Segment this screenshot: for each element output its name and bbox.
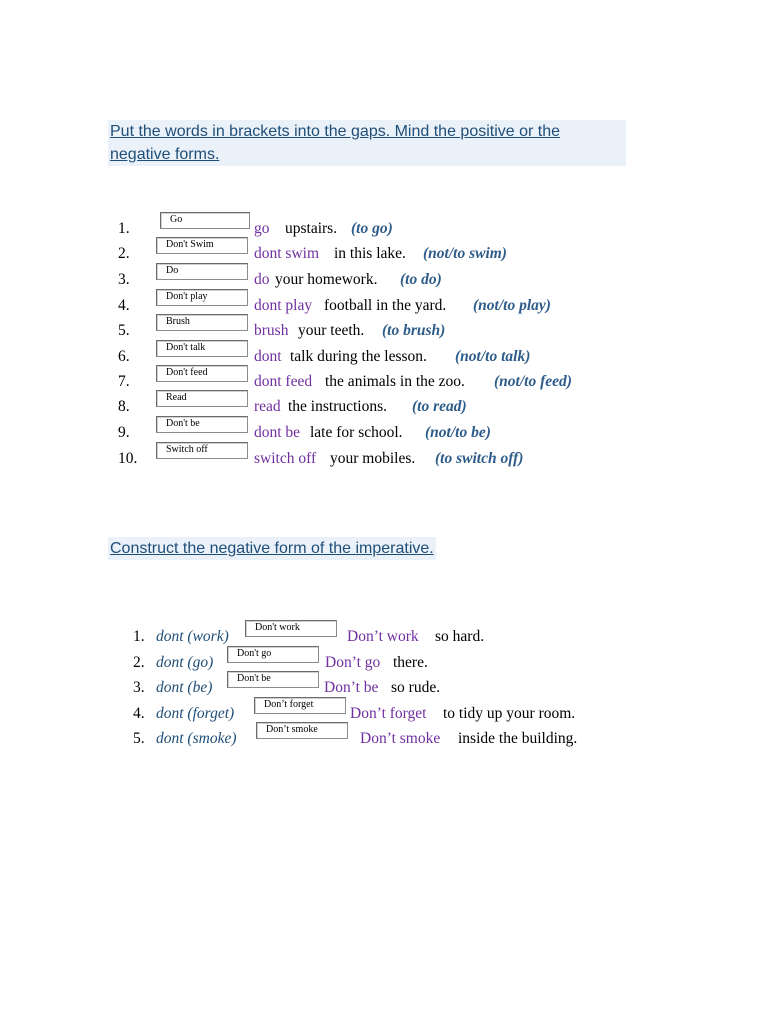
exercise2-row-1 (133, 622, 513, 648)
item-number: 1. (118, 220, 130, 237)
item-number: 7. (118, 373, 130, 390)
item-number: 9. (118, 424, 130, 441)
exercise1-row-5 (118, 316, 538, 342)
answer-input[interactable]: Don't Swim (156, 237, 248, 254)
sentence-rest: the animals in the zoo. (325, 373, 465, 390)
answer-text: dont play (254, 297, 313, 314)
answer-input[interactable]: Do (156, 263, 248, 280)
sentence-rest: your homework. (275, 271, 378, 288)
answer-input[interactable]: Don’t smoke (256, 722, 348, 739)
bracket-hint: (to brush) (382, 322, 446, 339)
answer-text: switch off (254, 450, 317, 467)
answer-input[interactable]: Read (156, 390, 248, 407)
word-cue: dont (forget) (156, 705, 235, 722)
sentence-rest: talk during the lesson. (290, 348, 427, 365)
sentence-rest: to tidy up your room. (443, 705, 576, 722)
answer-text: Don’t be (324, 679, 379, 696)
answer-text: Don’t forget (350, 705, 427, 722)
answer-text: read (254, 398, 281, 415)
exercise1-row-8 (118, 392, 538, 418)
bracket-hint: (to go) (351, 220, 393, 237)
exercise2-instruction: Construct the negative form of the imperative. (108, 537, 436, 560)
exercise2-row-4 (133, 699, 603, 725)
item-number: 2. (133, 654, 145, 671)
sentence-rest: football in the yard. (324, 297, 447, 314)
answer-input[interactable]: Don't be (227, 671, 319, 688)
item-number: 5. (133, 730, 145, 747)
bracket-hint: (not/to swim) (423, 245, 507, 262)
answer-text: dont swim (254, 245, 320, 262)
bracket-hint: (not/to be) (425, 424, 491, 441)
answer-text: Don’t go (325, 654, 381, 671)
sentence-rest: your teeth. (298, 322, 365, 339)
exercise1-instruction: Put the words in brackets into the gaps. Mind the positive or the negative forms. (108, 120, 626, 166)
answer-text: dont feed (254, 373, 313, 390)
answer-input[interactable]: Don't feed (156, 365, 248, 382)
bracket-hint: (to do) (400, 271, 442, 288)
exercise2-row-5 (133, 724, 603, 750)
exercise1-row-10 (118, 444, 548, 470)
answer-input[interactable]: Don't go (227, 646, 319, 663)
exercise1-row-9 (118, 418, 538, 444)
item-number: 3. (133, 679, 145, 696)
answer-input[interactable]: Don't talk (156, 340, 248, 357)
answer-input[interactable]: Don't work (245, 620, 337, 637)
answer-text: do (254, 271, 270, 288)
answer-text: Don’t work (347, 628, 419, 645)
bracket-hint: (not/to talk) (455, 348, 531, 365)
answer-input[interactable]: Brush (156, 314, 248, 331)
answer-input[interactable]: Don't be (156, 416, 248, 433)
item-number: 4. (133, 705, 145, 722)
bracket-hint: (to read) (412, 398, 467, 415)
item-number: 6. (118, 348, 130, 365)
word-cue: dont (work) (156, 628, 229, 645)
word-cue: dont (smoke) (156, 730, 237, 747)
sentence-rest: so hard. (435, 628, 485, 645)
sentence-rest: there. (393, 654, 428, 671)
sentence-rest: so rude. (391, 679, 441, 696)
word-cue: dont (go) (156, 654, 214, 671)
sentence-rest: late for school. (310, 424, 403, 441)
word-cue: dont (be) (156, 679, 213, 696)
answer-text: go (254, 220, 270, 237)
exercise2-row-3 (133, 673, 463, 699)
answer-input[interactable]: Don’t forget (254, 697, 346, 714)
answer-text: brush (254, 322, 289, 339)
item-number: 10. (118, 450, 138, 467)
item-number: 3. (118, 271, 130, 288)
item-number: 8. (118, 398, 130, 415)
sentence-rest: upstairs. (285, 220, 338, 237)
item-number: 4. (118, 297, 130, 314)
bracket-hint: (not/to play) (473, 297, 551, 314)
item-number: 2. (118, 245, 130, 262)
answer-text: dont be (254, 424, 301, 441)
bracket-hint: (not/to feed) (494, 373, 572, 390)
answer-input[interactable]: Go (160, 212, 250, 229)
sentence-rest: the instructions. (288, 398, 388, 415)
answer-input[interactable]: Don't play (156, 289, 248, 306)
bracket-hint: (to switch off) (435, 450, 524, 467)
answer-text: dont (254, 348, 282, 365)
sentence-rest: in this lake. (334, 245, 406, 262)
sentence-rest: inside the building. (458, 730, 578, 747)
item-number: 5. (118, 322, 130, 339)
exercise1-row-2 (118, 239, 538, 265)
answer-text: Don’t smoke (360, 730, 441, 747)
exercise1-row-3 (118, 265, 538, 291)
sentence-rest: your mobiles. (330, 450, 416, 467)
item-number: 1. (133, 628, 145, 645)
answer-input[interactable]: Switch off (156, 442, 248, 459)
